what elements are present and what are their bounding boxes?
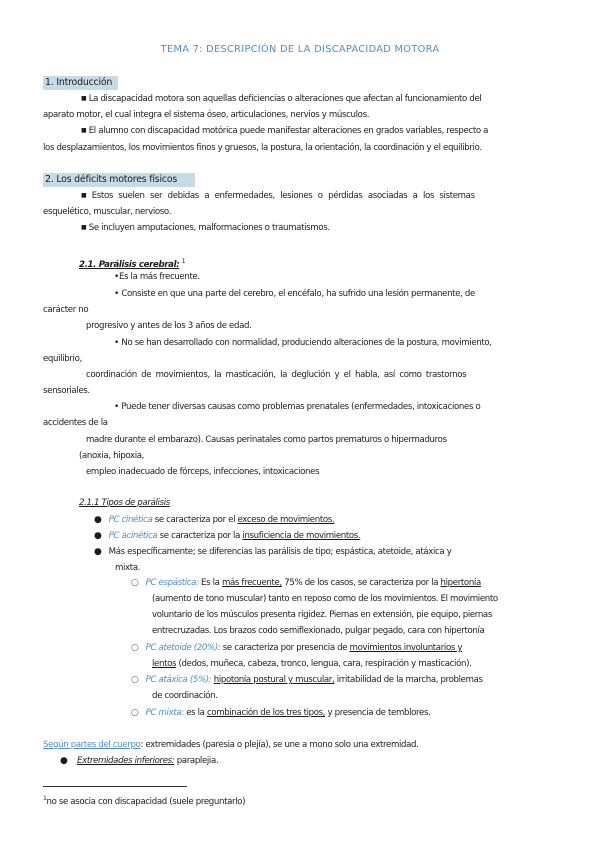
tipo-atetoide-line-2: lentos (dedos, muñeca, cabeza, tronco, lengua, cara, respiración y masticación). <box>152 659 472 669</box>
intro-paragraph-1-line-2: aparato motor, el cual integra el sistema óseo, articulaciones, nervios y músculos. <box>43 110 370 120</box>
footnote-divider <box>43 786 187 787</box>
tipo-espastica-line-4: entrecruzadas. Los brazos codo semiflexionado, pulgar pegado, cara con hipertonía <box>152 626 485 636</box>
paralisis-bullet-4-line-2: accidentes de la <box>43 418 108 428</box>
paralisis-bullet-4-line-5: empleo inadecuado de fórceps, infecciones, intoxicaciones <box>86 467 320 477</box>
tipo-especificos-line-2: mixta. <box>115 563 141 573</box>
paralisis-bullet-4-line-3: madre durante el embarazo). Causas perinatales como partos prematuros o hipermaduros <box>86 435 447 445</box>
deficits-paragraph-1-line-2: esquelético, muscular, nervioso. <box>43 207 172 217</box>
section-1-heading-text: 1. Introducción <box>45 77 113 88</box>
intro-paragraph-2-line-1: ■ El alumno con discapacidad motórica puede manifestar alteraciones en grados variables, respecto a <box>81 126 489 136</box>
tipo-cinetica: ● PC cinética se caracteriza por el exceso de movimientos. <box>94 515 335 525</box>
subsection-2-1-1-heading: 2.1.1 Tipos de parálisis <box>79 498 170 508</box>
partes-item-extremidades-inferiores: ● Extremidades inferiores: paraplejia. <box>60 756 219 766</box>
section-2-heading-text: 2. Los déficits motores físicos <box>45 174 178 185</box>
bullet-circle-icon: ○ <box>131 578 139 588</box>
paralisis-bullet-1: •Es la más frecuente. <box>114 272 200 282</box>
bullet-square-icon: ■ <box>81 192 87 199</box>
intro-paragraph-1-line-1: ■ La discapacidad motora son aquellas deficiencias o alteraciones que afectan al funcionamiento del <box>81 94 482 104</box>
bullet-dot-icon: • <box>114 289 119 299</box>
bullet-square-icon: ■ <box>81 127 87 134</box>
tipo-mixta: ○ PC mixta: es la combinación de los tres tipos, y presencia de temblores. <box>131 708 431 718</box>
tipo-acinetica: ● PC acinética se caracteriza por la insuficiencia de movimientos. <box>94 531 361 541</box>
bullet-square-icon: ■ <box>81 95 87 102</box>
partes-cuerpo-line: Según partes del cuerpo: extremidades (paresia o plejía), se une a mono solo una extremidad. <box>43 740 419 750</box>
page-title: TEMA 7: DESCRIPCIÓN DE LA DISCAPACIDAD MOTORA <box>160 44 440 55</box>
paralisis-bullet-3-line-1: • No se han desarrollado con normalidad, produciendo alteraciones de la postura, movimiento, <box>114 338 492 348</box>
deficits-paragraph-2: ■ Se incluyen amputaciones, malformaciones o traumatismos. <box>81 223 330 233</box>
paralisis-bullet-4-line-1: • Puede tener diversas causas como problemas prenatales (enfermedades, intoxicaciones o <box>114 402 481 412</box>
bullet-circle-icon: ○ <box>131 643 139 653</box>
bullet-square-icon: ■ <box>81 224 87 231</box>
bullet-circle-icon: ○ <box>131 675 139 685</box>
bullet-dot-icon: • <box>114 272 119 282</box>
tipo-ataxica-line-2: de coordinación. <box>152 691 218 701</box>
tipo-espastica-line-1: ○ PC espástica: Es la más frecuente, 75% de los casos, se caracteriza por la hipertonía <box>131 578 481 588</box>
section-1-heading <box>43 76 118 90</box>
paralisis-bullet-3-line-4: sensoriales. <box>43 386 90 396</box>
tipo-especificos-line-1: ● Más específicamente; se diferencias las parálisis de tipo; espástica, atetoide, atáxica y <box>94 547 452 557</box>
paralisis-bullet-2-line-1: • Consiste en que una parte del cerebro, el encéfalo, ha sufrido una lesión permanente, de <box>114 289 475 299</box>
paralisis-bullet-3-line-2: equilibrio, <box>43 354 82 364</box>
bullet-dot-icon: • <box>114 338 119 348</box>
footnote-ref: 1 <box>181 258 186 265</box>
bullet-dot-icon: ● <box>94 547 102 557</box>
tipo-espastica-line-3: voluntario de los músculos presenta rigidez. Piernas en extensión, pie equipo, piernas <box>152 610 492 620</box>
tipo-espastica-line-2: (aumento de tono muscular) tanto en reposo como de los movimientos. El movimiento <box>152 594 498 604</box>
deficits-paragraph-1-line-1: ■ Estos suelen ser debidas a enfermedades, lesiones o pérdidas asociadas a los sistemas <box>81 191 475 201</box>
paralisis-bullet-2-line-2: carácter no <box>43 305 89 315</box>
bullet-dot-icon: ● <box>60 756 68 766</box>
paralisis-bullet-2-line-3: progresivo y antes de los 3 años de edad. <box>86 321 252 331</box>
bullet-dot-icon: ● <box>94 515 102 525</box>
intro-paragraph-2-line-2: los desplazamientos, los movimientos finos y gruesos, la postura, la orientación, la coordinación y el equilibrio. <box>43 143 482 153</box>
section-2-heading <box>43 173 195 187</box>
paralisis-bullet-3-line-3: coordinación de movimientos, la masticación, la deglución y el habla, así como trastornos <box>86 370 467 380</box>
bullet-dot-icon: ● <box>94 531 102 541</box>
bullet-circle-icon: ○ <box>131 708 139 718</box>
tipo-ataxica-line-1: ○ PC atáxica (5%): hipotonía postural y muscular, irritabilidad de la marcha, problemas <box>131 675 483 685</box>
paralisis-bullet-4-line-4: (anoxia, hipoxia, <box>79 451 145 461</box>
subsection-2-1-heading: 2.1. Parálisis cerebral: $^1$ <box>79 258 186 270</box>
footnote: $^1$no se asocia con discapacidad (suele preguntarlo) <box>43 795 246 807</box>
tipo-atetoide-line-1: ○ PC atetoide (20%): se caracteriza por presencia de movimientos involuntarios y <box>131 643 463 653</box>
bullet-dot-icon: • <box>114 402 119 412</box>
